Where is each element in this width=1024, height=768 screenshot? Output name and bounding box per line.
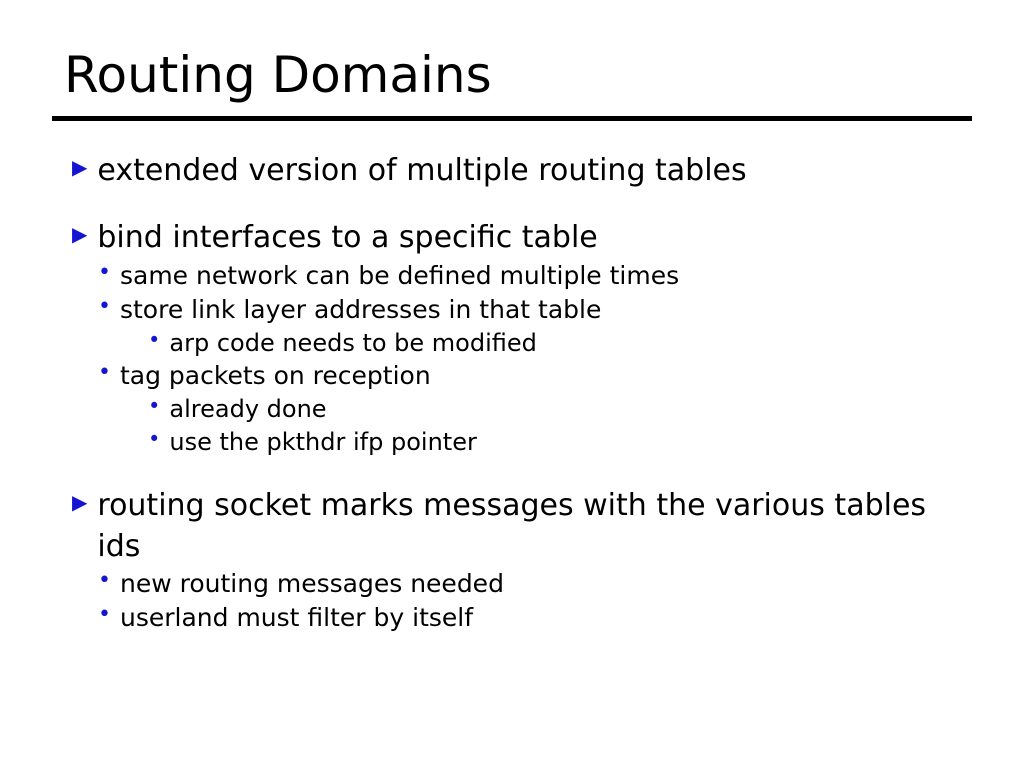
triangle-bullet-icon: ▶ (72, 155, 88, 179)
bullet-text: use the pkthdr ifp pointer (169, 428, 477, 457)
dot-bullet-icon: • (98, 602, 111, 628)
bullet-text: new routing messages needed (119, 569, 504, 599)
dot-bullet-icon: • (98, 259, 111, 285)
bullet-level1 (72, 485, 972, 568)
bullet-level1 (72, 217, 972, 258)
bullet-level3 (148, 393, 972, 426)
bullet-level2 (98, 359, 972, 393)
bullet-text: extended version of multiple routing tables (97, 153, 747, 188)
bullet-text: store link layer addresses in that table (119, 294, 602, 324)
bullet-level2 (98, 567, 972, 601)
triangle-bullet-icon: ▶ (72, 222, 88, 247)
dot-bullet-icon: • (98, 568, 111, 594)
dot-bullet-icon: • (148, 327, 161, 352)
dot-bullet-icon: • (148, 427, 161, 452)
bullet-text: userland must filter by itself (119, 603, 474, 633)
bullet-text: bind interfaces to a specific table (97, 220, 598, 256)
bullet-level3 (148, 327, 972, 360)
dot-bullet-icon: • (98, 360, 111, 386)
page-title: Routing Domains (64, 46, 492, 104)
dot-bullet-icon: • (98, 293, 111, 319)
bullet-text: routing socket marks messages with the various tables ids (97, 487, 927, 565)
bullet-level2 (98, 259, 972, 293)
slide-content (72, 150, 972, 635)
title-divider (52, 116, 972, 121)
bullet-level2 (98, 293, 972, 327)
dot-bullet-icon: • (148, 394, 161, 419)
spacer (72, 459, 972, 485)
bullet-text: same network can be defined multiple times (119, 260, 680, 290)
bullet-text: already done (169, 395, 327, 424)
spacer (72, 191, 972, 217)
triangle-bullet-icon: ▶ (72, 489, 88, 514)
bullet-text: arp code needs to be modified (169, 328, 537, 357)
bullet-level3 (148, 426, 972, 459)
bullet-level1 (72, 150, 972, 191)
bullet-level2 (98, 601, 972, 635)
bullet-text: tag packets on reception (119, 361, 431, 391)
